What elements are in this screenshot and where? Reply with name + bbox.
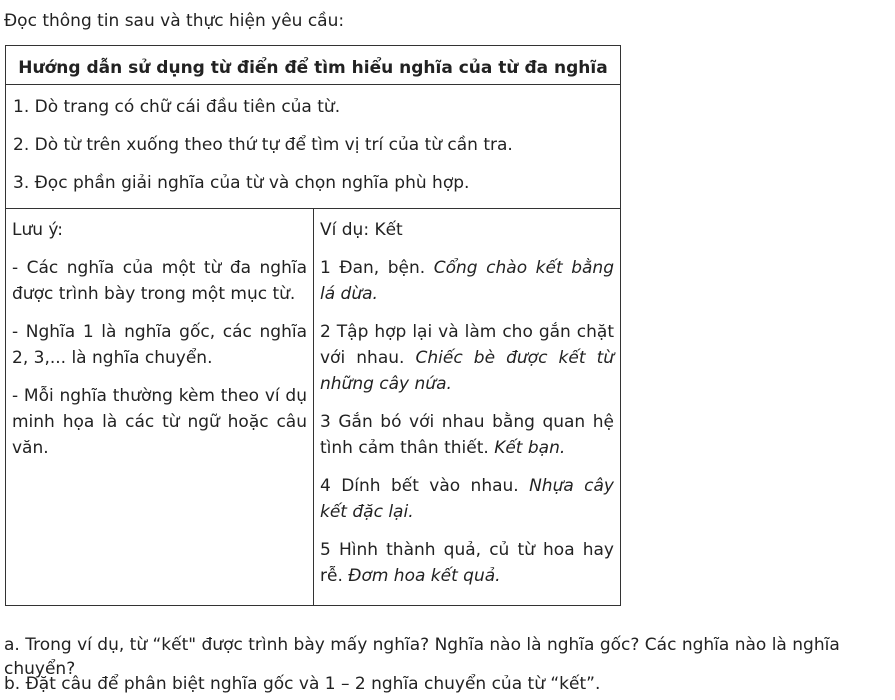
- example-meaning: 5 Hình thành quả, củ từ hoa hay rễ.: [320, 540, 614, 586]
- example-meaning: 3 Gắn bó với nhau bằng quan hệ tình cảm thân thiết.: [320, 412, 614, 458]
- step-item: 3. Đọc phần giải nghĩa của từ và chọn nghĩa phù hợp.: [13, 173, 470, 193]
- example-item: [314, 401, 620, 465]
- note-item: - Mỗi nghĩa thường kèm theo ví dụ minh họa là các từ ngữ hoặc câu văn.: [12, 386, 307, 458]
- example-item: [314, 311, 620, 401]
- example-sentence: Đơm hoa kết quả.: [348, 566, 501, 586]
- example-item: [314, 247, 620, 311]
- step-item: 2. Dò từ trên xuống theo thứ tự để tìm vị trí của từ cần tra.: [13, 135, 513, 155]
- question-b: b. Đặt câu để phân biệt nghĩa gốc và 1 – 2 nghĩa chuyển của từ “kết”.: [4, 674, 601, 694]
- note-heading: Lưu ý:: [12, 220, 63, 240]
- note-item: - Các nghĩa của một từ đa nghĩa được trình bày trong một mục từ.: [12, 258, 307, 304]
- question-a: a. Trong ví dụ, từ “kết" được trình bày mấy nghĩa? Nghĩa nào là nghĩa gốc? Các nghĩa nào là nghĩa chuyển?: [4, 635, 840, 679]
- table-title: Hướng dẫn sử dụng từ điển để tìm hiểu nghĩa của từ đa nghĩa: [6, 46, 621, 85]
- examples-cell: [314, 209, 621, 606]
- example-heading: Ví dụ: Kết: [320, 220, 403, 240]
- example-item: [314, 465, 620, 529]
- dictionary-guide-table: [5, 45, 621, 606]
- note-item: - Nghĩa 1 là nghĩa gốc, các nghĩa 2, 3,... là nghĩa chuyển.: [12, 322, 307, 368]
- notes-cell: [6, 209, 314, 606]
- example-item: [314, 529, 620, 605]
- example-meaning: 2 Tập hợp lại và làm cho gắn chặt với nhau.: [320, 322, 614, 368]
- example-sentence: Chiếc bè được kết từ những cây nứa.: [320, 348, 615, 394]
- step-item: 1. Dò trang có chữ cái đầu tiên của từ.: [13, 97, 341, 117]
- example-sentence: Nhựa cây kết đặc lại.: [320, 476, 614, 522]
- example-sentence: Kết bạn.: [494, 438, 566, 458]
- intro-instruction: Đọc thông tin sau và thực hiện yêu cầu:: [4, 11, 345, 31]
- example-sentence: Cổng chào kết bằng lá dừa.: [320, 258, 614, 304]
- example-meaning: 1 Đan, bện.: [320, 258, 434, 278]
- example-meaning: 4 Dính bết vào nhau.: [320, 476, 530, 496]
- steps-cell: [6, 85, 621, 209]
